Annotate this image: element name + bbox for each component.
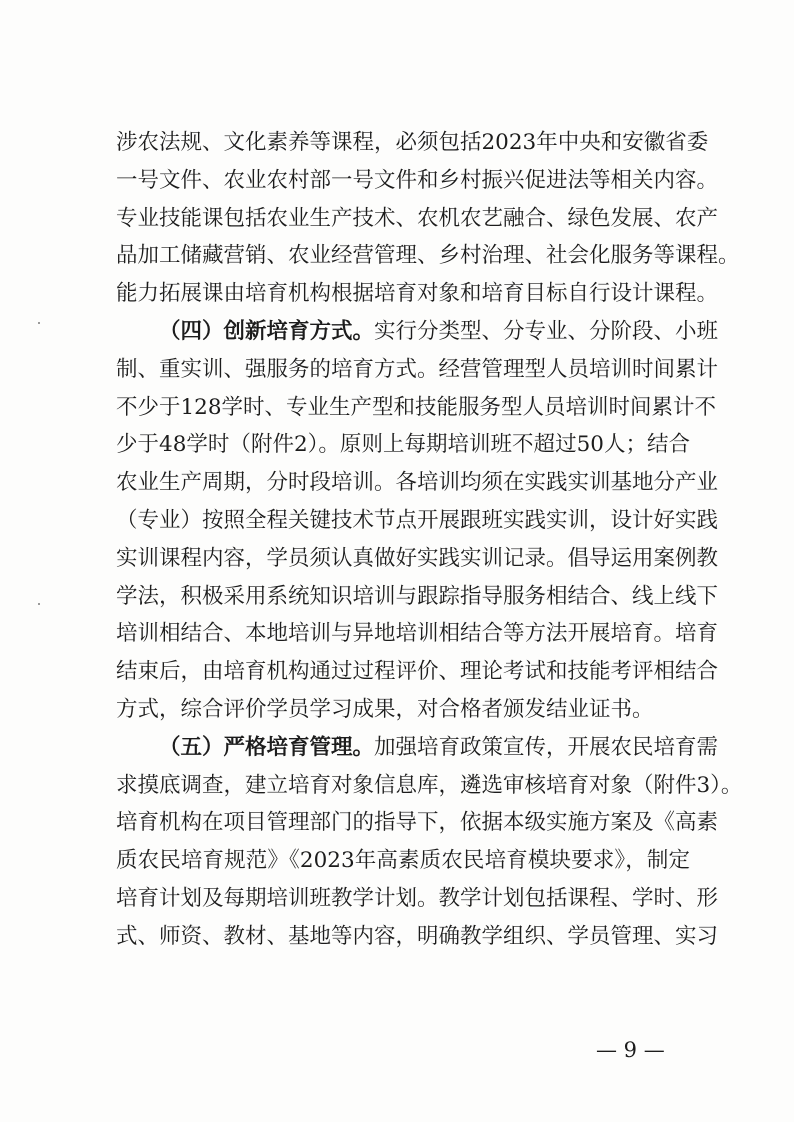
text-line: 品加工储藏营销、农业经营管理、乡村治理、社会化服务等课程。 <box>116 243 740 269</box>
text-line: 能力拓展课由培育机构根据培育对象和培育目标自行设计课程。 <box>116 281 719 307</box>
paragraph-start-line <box>116 313 719 351</box>
text-line: 不少于128学时、专业生产型和技能服务型人员培训时间累计不 <box>116 394 717 420</box>
text-line: 求摸底调查，建立培育对象信息库，遴选审核培育对象（附件3）。 <box>116 772 743 798</box>
text-line: 制、重实训、强服务的培育方式。经营管理型人员培训时间累计 <box>116 356 719 382</box>
text-line: 结束后，由培育机构通过过程评价、理论考试和技能考评相结合 <box>116 659 719 685</box>
text-line: 农业生产周期，分时段培训。各培训均须在实践实训基地分产业 <box>116 470 719 496</box>
text-line: （专业）按照全程关键技术节点开展跟班实践实训，设计好实践 <box>116 507 719 533</box>
document-body <box>116 124 743 956</box>
text-line: 培育计划及每期培训班教学计划。教学计划包括课程、学时、形 <box>116 885 719 911</box>
text-line: 质农民培育规范》《2023年高素质农民培育模块要求》，制定 <box>116 848 690 874</box>
scan-speck <box>38 322 40 324</box>
text-line: 少于48学时（附件2）。原则上每期培训班不超过50人；结合 <box>116 432 690 458</box>
text-line: 方式，综合评价学员学习成果，对合格者颁发结业证书。 <box>116 696 654 722</box>
page-number: — 9 — <box>596 1038 665 1062</box>
text-line: 一号文件、农业农村部一号文件和乡村振兴促进法等相关内容。 <box>116 167 719 193</box>
text-line: 实训课程内容，学员须认真做好实践实训记录。倡导运用案例教 <box>116 545 719 571</box>
text-line: 加强培育政策宣传，开展农民培育需 <box>374 734 719 760</box>
paragraph-start-line <box>116 729 719 767</box>
section-heading-5: （五）严格培育管理。 <box>159 734 375 760</box>
scan-speck <box>38 603 40 605</box>
text-line: 专业技能课包括农业生产技术、农机农艺融合、绿色发展、农产 <box>116 205 719 231</box>
section-heading-4: （四）创新培育方式。 <box>159 318 375 344</box>
text-line: 涉农法规、文化素养等课程，必须包括2023年中央和安徽省委 <box>116 130 709 155</box>
text-line: 实行分类型、分专业、分阶段、小班 <box>374 318 719 344</box>
text-line: 培训相结合、本地培训与异地培训相结合等方法开展培育。培育 <box>116 621 719 647</box>
text-line: 式、师资、教材、基地等内容，明确教学组织、学员管理、实习 <box>116 923 719 949</box>
text-line: 培育机构在项目管理部门的指导下，依据本级实施方案及《高素 <box>116 810 719 836</box>
text-line: 学法，积极采用系统知识培训与跟踪指导服务相结合、线上线下 <box>116 583 719 609</box>
